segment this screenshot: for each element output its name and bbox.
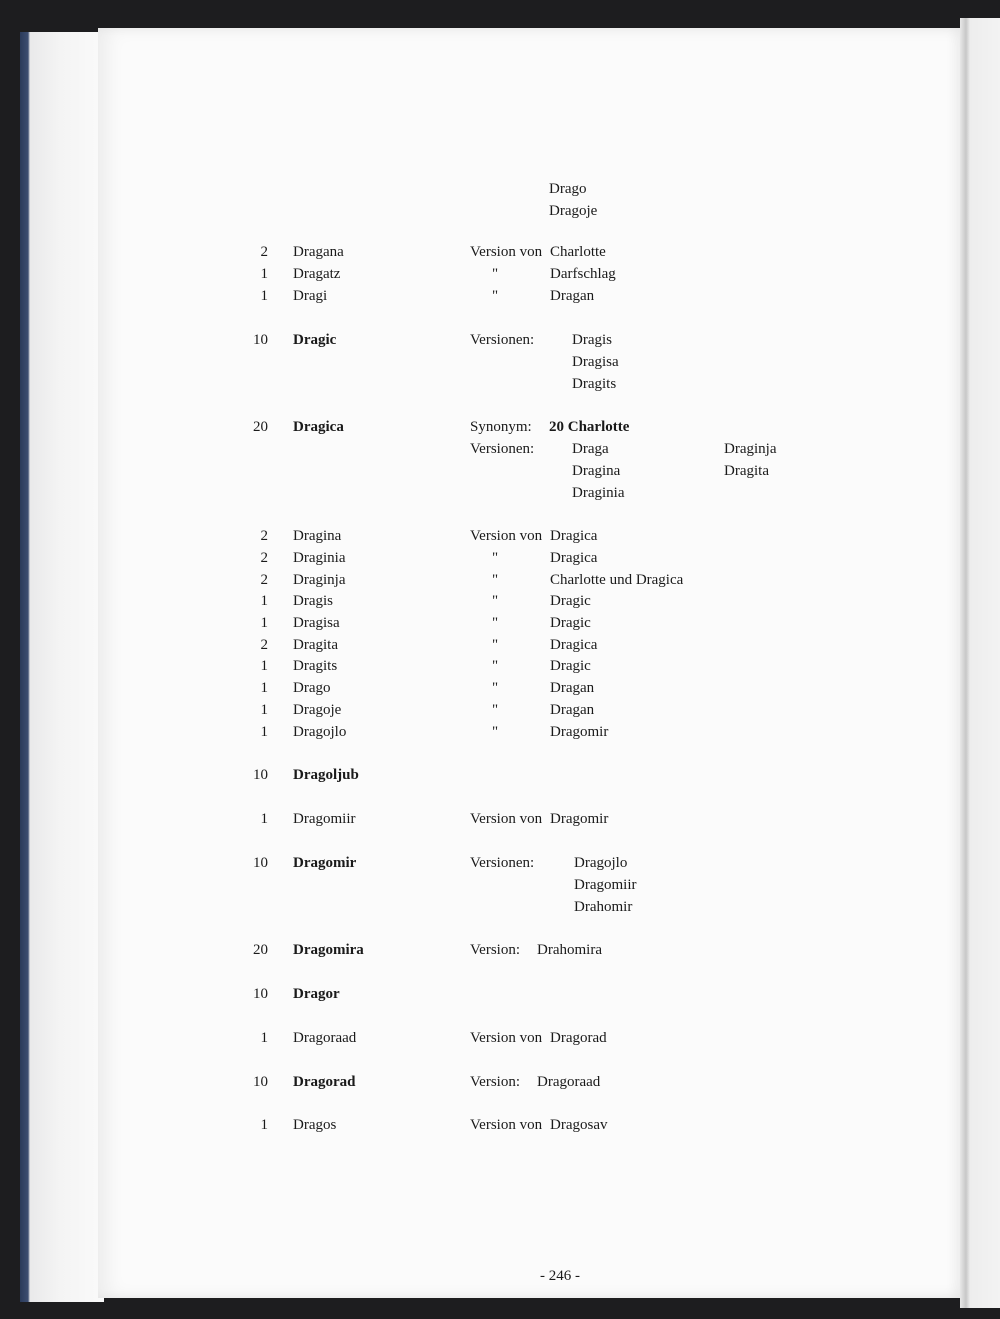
entry-count: 2 — [260, 637, 268, 653]
entry-value: Draginia — [572, 485, 625, 501]
entry-count: 2 — [260, 550, 268, 566]
entry-value: Dragic — [550, 658, 591, 674]
entry-name: Dragoljub — [293, 767, 359, 783]
entry-value: Dragomiir — [574, 877, 637, 893]
entry-value: Dragis — [572, 332, 612, 348]
entry-count: 1 — [260, 288, 268, 304]
entry-relation: " — [492, 724, 499, 740]
entry-relation: Versionen: — [470, 332, 535, 348]
page-number: - 246 - — [540, 1268, 580, 1284]
entry-value: Dragan — [550, 288, 595, 304]
entry-value: Dragica — [550, 528, 598, 544]
entry-name: Draginja — [293, 572, 346, 588]
entry-relation: Versionen: — [470, 855, 535, 871]
entry-value: Dragisa — [572, 354, 619, 370]
entry-name: Dragis — [293, 593, 333, 609]
entry-count: 10 — [253, 1074, 268, 1090]
entry-count: 10 — [253, 986, 268, 1002]
entry-relation: Version von — [470, 1030, 543, 1046]
entry-value: Drahomir — [574, 899, 633, 915]
entry-value: Dragoraad — [537, 1074, 601, 1090]
continued-value: Drago — [549, 181, 587, 197]
entry-relation: Version von — [470, 1117, 543, 1133]
entry-count: 1 — [260, 680, 268, 696]
entry-relation: " — [492, 572, 499, 588]
entry-name: Dragana — [293, 244, 344, 260]
entry-count: 20 — [253, 419, 268, 435]
entry-relation: " — [492, 288, 499, 304]
entry-relation: Version: — [470, 942, 520, 958]
entry-value: Dragica — [550, 637, 598, 653]
entry-relation: Synonym: — [470, 419, 532, 435]
facing-page-edge — [960, 18, 1000, 1308]
entry-name: Dragomiir — [293, 811, 356, 827]
entry-count: 1 — [260, 1117, 268, 1133]
entry-relation: Version von — [470, 244, 543, 260]
entry-name: Dragita — [293, 637, 338, 653]
entry-count: 1 — [260, 702, 268, 718]
entry-value: Dragica — [550, 550, 598, 566]
entry-value: Draginja — [724, 441, 777, 457]
continued-value: Dragoje — [549, 203, 598, 219]
entry-name: Dragic — [293, 332, 337, 348]
entry-name: Dragina — [293, 528, 342, 544]
entry-value: Charlotte und Dragica — [550, 572, 684, 588]
entry-relation: " — [492, 658, 499, 674]
entry-value: Dragosav — [550, 1117, 608, 1133]
entry-relation: Versionen: — [470, 441, 535, 457]
entry-relation: " — [492, 680, 499, 696]
entry-relation: " — [492, 637, 499, 653]
entry-name: Dragi — [293, 288, 328, 304]
entry-name: Dragomira — [293, 942, 364, 958]
entry-value: Darfschlag — [550, 266, 616, 282]
entry-count: 20 — [253, 942, 268, 958]
entry-value: Dragic — [550, 593, 591, 609]
entry-name: Dragorad — [293, 1074, 356, 1090]
entry-value: Dragomir — [550, 811, 609, 827]
entry-value: Draga — [572, 441, 609, 457]
book-edge — [20, 32, 104, 1302]
entry-value: Dragina — [572, 463, 621, 479]
entry-name: Dragisa — [293, 615, 340, 631]
entry-count: 1 — [260, 593, 268, 609]
entry-count: 1 — [260, 658, 268, 674]
entry-name: Dragits — [293, 658, 338, 674]
entry-count: 1 — [260, 615, 268, 631]
entry-count: 2 — [260, 244, 268, 260]
entry-name: Dragojlo — [293, 724, 347, 740]
entry-value: Dragomir — [550, 724, 609, 740]
entry-relation: Version von — [470, 811, 543, 827]
entry-count: 1 — [260, 266, 268, 282]
entry-value: Dragic — [550, 615, 591, 631]
entry-name: Draginia — [293, 550, 346, 566]
entry-name: Dragatz — [293, 266, 341, 282]
entry-name: Dragoraad — [293, 1030, 357, 1046]
entry-value: Dragits — [572, 376, 617, 392]
entry-value: Dragorad — [550, 1030, 607, 1046]
entry-value: Drahomira — [537, 942, 602, 958]
entry-count: 10 — [253, 855, 268, 871]
entry-relation: Version von — [470, 528, 543, 544]
entry-count: 10 — [253, 767, 268, 783]
entry-value: 20 Charlotte — [549, 419, 630, 435]
entry-name: Dragoje — [293, 702, 342, 718]
entry-value: Dragan — [550, 702, 595, 718]
entry-count: 1 — [260, 724, 268, 740]
entry-relation: " — [492, 593, 499, 609]
entry-count: 1 — [260, 1030, 268, 1046]
entry-relation: Version: — [470, 1074, 520, 1090]
entry-relation: " — [492, 615, 499, 631]
entry-count: 1 — [260, 811, 268, 827]
entry-relation: " — [492, 266, 499, 282]
entry-relation: " — [492, 550, 499, 566]
entry-value: Charlotte — [550, 244, 606, 260]
entry-name: Dragos — [293, 1117, 337, 1133]
entry-name: Dragica — [293, 419, 344, 435]
entry-count: 2 — [260, 572, 268, 588]
entry-name: Dragor — [293, 986, 340, 1002]
entry-count: 2 — [260, 528, 268, 544]
entry-name: Dragomir — [293, 855, 357, 871]
entry-value: Dragita — [724, 463, 769, 479]
entry-count: 10 — [253, 332, 268, 348]
entry-value: Dragojlo — [574, 855, 628, 871]
entry-relation: " — [492, 702, 499, 718]
entry-value: Dragan — [550, 680, 595, 696]
entry-name: Drago — [293, 680, 331, 696]
